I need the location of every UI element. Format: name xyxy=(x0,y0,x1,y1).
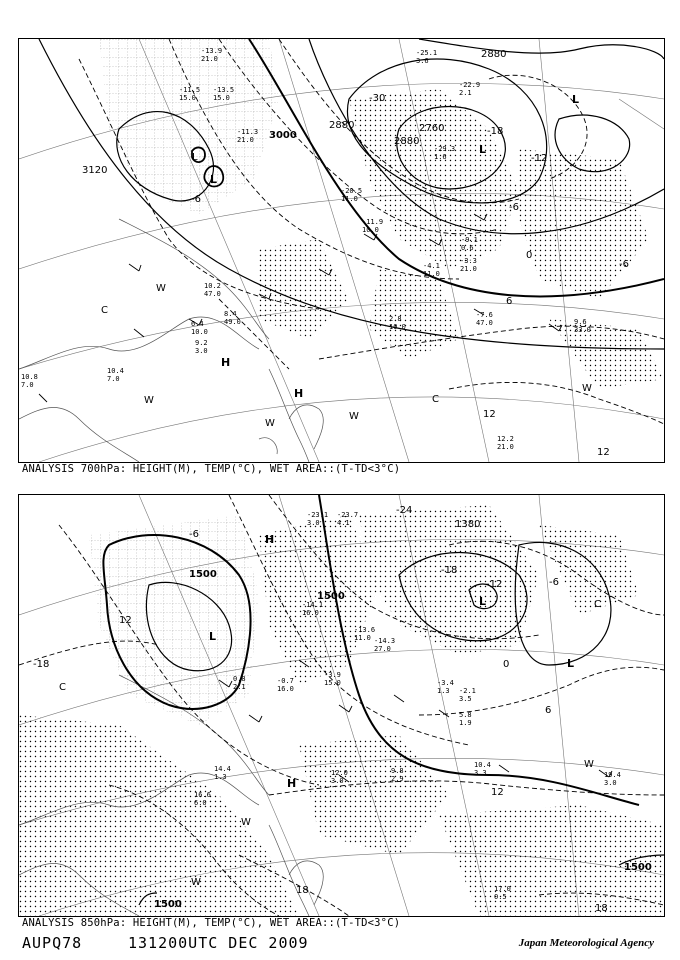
station-dewpoint-dep: 3.3 xyxy=(474,769,487,777)
low-center: L xyxy=(210,173,218,186)
station-temp: 10.4 xyxy=(107,367,124,375)
temp-label: -18 xyxy=(33,659,50,670)
station-dewpoint-dep: 15.0 xyxy=(324,679,341,687)
temp-label: -6 xyxy=(189,529,199,540)
station-dewpoint-dep: 1.6 xyxy=(434,153,447,161)
cold-center: C xyxy=(432,394,439,405)
height-label: 1500 xyxy=(189,569,217,580)
station-temp: 16.6 xyxy=(194,791,211,799)
station-temp: 6.4 xyxy=(191,320,204,328)
height-label: 1500 xyxy=(624,862,652,873)
station-temp: 12.2 xyxy=(497,435,514,443)
station-temp: -0.7 xyxy=(277,677,294,685)
station-temp: -13.5 xyxy=(213,86,235,94)
station-temp: -11.3 xyxy=(237,128,259,136)
station-temp: -23.7 xyxy=(337,511,359,519)
station-dewpoint-dep: 3.5 xyxy=(459,695,472,703)
low-center: L xyxy=(209,630,217,643)
station-dewpoint-dep: 0.6 xyxy=(461,244,474,252)
temp-label: 12 xyxy=(483,409,496,420)
station-temp: -22.9 xyxy=(459,81,481,89)
station-dewpoint-dep: 11.0 xyxy=(341,195,358,203)
station-dewpoint-dep: 7.0 xyxy=(107,375,120,383)
station-dewpoint-dep: 11.0 xyxy=(423,270,440,278)
temp-label: -18 xyxy=(441,565,458,576)
height-label: 1380 xyxy=(455,519,481,530)
station-dewpoint-dep: 1.3 xyxy=(214,773,227,781)
temp-label: -12 xyxy=(486,579,503,590)
station-temp: 2.8 xyxy=(389,315,402,323)
high-center: H xyxy=(221,356,231,369)
low-center: L xyxy=(572,93,580,106)
cold-center: C xyxy=(59,682,66,693)
station-dewpoint-dep: 47.0 xyxy=(204,290,221,298)
station-dewpoint-dep: 10.0 xyxy=(389,323,406,331)
height-label: 2880 xyxy=(394,136,420,147)
station-dewpoint-dep: 49.0 xyxy=(224,318,241,326)
temp-label: 18 xyxy=(595,903,608,914)
station-dewpoint-dep: 3.6 xyxy=(416,57,429,65)
station-dewpoint-dep: 1.9 xyxy=(459,719,472,727)
warm-center: W xyxy=(241,817,251,828)
station-temp: -11.9 xyxy=(362,218,384,226)
temp-label: 6 xyxy=(545,705,552,716)
station-temp: -7.6 xyxy=(476,311,493,319)
station-dewpoint-dep: 33.0 xyxy=(574,326,591,334)
station-temp: -23.1 xyxy=(307,511,329,519)
station-temp: -3.3 xyxy=(460,257,477,265)
station-dewpoint-dep: 2.1 xyxy=(459,89,472,97)
station-dewpoint-dep: 7.0 xyxy=(21,381,34,389)
temp-label: 18 xyxy=(296,885,309,896)
cold-center: C xyxy=(101,305,108,316)
station-dewpoint-dep: 0.5 xyxy=(494,893,507,901)
station-dewpoint-dep: 3.0 xyxy=(195,347,208,355)
station-temp: 9.2 xyxy=(195,339,208,347)
station-temp: 10.4 xyxy=(474,761,491,769)
station-temp: 10.8 xyxy=(21,373,38,381)
station-temp: -20.5 xyxy=(341,187,363,195)
map-700hpa-canvas xyxy=(19,39,664,462)
station-temp: -3.4 xyxy=(437,679,454,687)
station-temp: 10.2 xyxy=(204,282,221,290)
station-dewpoint-dep: 27.0 xyxy=(374,645,391,653)
bulletin-code: AUPQ78 xyxy=(22,934,83,952)
height-label: 2880 xyxy=(481,49,507,60)
cold-center: C xyxy=(594,599,601,610)
temp-label: -6 xyxy=(509,202,519,213)
station-temp: -4.1 xyxy=(423,262,440,270)
station-dewpoint-dep: 3.0 xyxy=(331,777,344,785)
station-dewpoint-dep: 21.0 xyxy=(497,443,514,451)
height-label: 3000 xyxy=(269,130,297,141)
station-temp: 0.8 xyxy=(233,675,246,683)
caption-700hpa: ANALYSIS 700hPa: HEIGHT(M), TEMP(°C), WET AREA::(T-TD<3°C) xyxy=(22,463,401,475)
station-temp: -25.1 xyxy=(416,49,438,57)
warm-center: W xyxy=(584,759,594,770)
station-dewpoint-dep: 2.1 xyxy=(233,683,246,691)
station-dewpoint-dep: 3.0 xyxy=(604,779,617,787)
station-dewpoint-dep: 11.0 xyxy=(354,634,371,642)
height-label: 1500 xyxy=(154,899,182,910)
height-label: 2880 xyxy=(329,120,355,131)
low-center: L xyxy=(479,595,487,608)
station-dewpoint-dep: 15.0 xyxy=(213,94,230,102)
temp-label: 0 xyxy=(503,659,510,670)
station-dewpoint-dep: 6.0 xyxy=(194,799,207,807)
station-dewpoint-dep: 16.0 xyxy=(277,685,294,693)
warm-center: W xyxy=(582,383,592,394)
warm-center: W xyxy=(144,395,154,406)
temp-label: 12 xyxy=(597,447,610,458)
station-temp: -13.9 xyxy=(201,47,223,55)
station-temp: -29.3 xyxy=(434,145,456,153)
station-temp: 8.4 xyxy=(224,310,237,318)
station-temp: 9.8 xyxy=(391,767,404,775)
station-temp: 12.0 xyxy=(331,769,348,777)
station-temp: 14.4 xyxy=(214,765,231,773)
temp-label: 12 xyxy=(491,787,504,798)
temp-label: -18 xyxy=(487,126,504,137)
low-center: L xyxy=(192,152,198,163)
caption-850hpa: ANALYSIS 850hPa: HEIGHT(M), TEMP(°C), WET AREA::(T-TD<3°C) xyxy=(22,917,401,929)
station-temp: -2.1 xyxy=(459,687,476,695)
temp-label: -24 xyxy=(396,505,413,516)
station-dewpoint-dep: 1.3 xyxy=(437,687,450,695)
warm-center: W xyxy=(191,877,201,888)
station-dewpoint-dep: 16.0 xyxy=(302,609,319,617)
low-center: L xyxy=(567,657,575,670)
height-label: 2760 xyxy=(419,123,445,134)
temp-label: -12 xyxy=(531,153,548,164)
temp-label: -6 xyxy=(619,259,629,270)
temp-label: 6 xyxy=(506,296,513,307)
station-temp: 17.0 xyxy=(494,885,511,893)
station-temp: 19.4 xyxy=(604,771,621,779)
station-dewpoint-dep: 21.0 xyxy=(460,265,477,273)
temp-label: -30 xyxy=(369,93,386,104)
warm-center: W xyxy=(349,411,359,422)
station-dewpoint-dep: 21.0 xyxy=(237,136,254,144)
high-center: H xyxy=(265,533,275,546)
station-dewpoint-dep: 2.9 xyxy=(391,775,404,783)
station-dewpoint-dep: 10.0 xyxy=(191,328,208,336)
agency-name: Japan Meteorological Agency xyxy=(518,937,654,949)
warm-center: W xyxy=(156,283,166,294)
station-temp: -3.9 xyxy=(324,671,341,679)
station-dewpoint-dep: 4.1 xyxy=(337,519,350,527)
temp-label: 0 xyxy=(526,250,533,261)
station-temp: 9.6 xyxy=(574,318,587,326)
low-center: L xyxy=(479,143,487,156)
station-temp: 5.8 xyxy=(459,711,472,719)
station-temp: -9.1 xyxy=(461,236,478,244)
station-temp: -11.5 xyxy=(179,86,201,94)
station-temp: -13.6 xyxy=(354,626,376,634)
temp-label: 12 xyxy=(119,615,132,626)
station-dewpoint-dep: 10.0 xyxy=(362,226,379,234)
height-label: 1500 xyxy=(317,591,345,602)
temp-label: -6 xyxy=(549,577,559,588)
station-temp: -14.3 xyxy=(374,637,396,645)
temp-label: -6 xyxy=(191,194,201,205)
station-dewpoint-dep: 47.0 xyxy=(476,319,493,327)
warm-center: W xyxy=(265,418,275,429)
map-850hpa-canvas xyxy=(19,495,664,916)
station-temp: -14.1 xyxy=(302,601,324,609)
map-850hpa xyxy=(18,494,665,917)
station-dewpoint-dep: 21.0 xyxy=(201,55,218,63)
analysis-time: 131200UTC DEC 2009 xyxy=(128,934,309,952)
station-dewpoint-dep: 15.0 xyxy=(179,94,196,102)
high-center: H xyxy=(294,387,304,400)
map-700hpa xyxy=(18,38,665,463)
height-label: 3120 xyxy=(82,165,108,176)
high-center: H xyxy=(287,777,297,790)
station-dewpoint-dep: 3.0 xyxy=(307,519,320,527)
